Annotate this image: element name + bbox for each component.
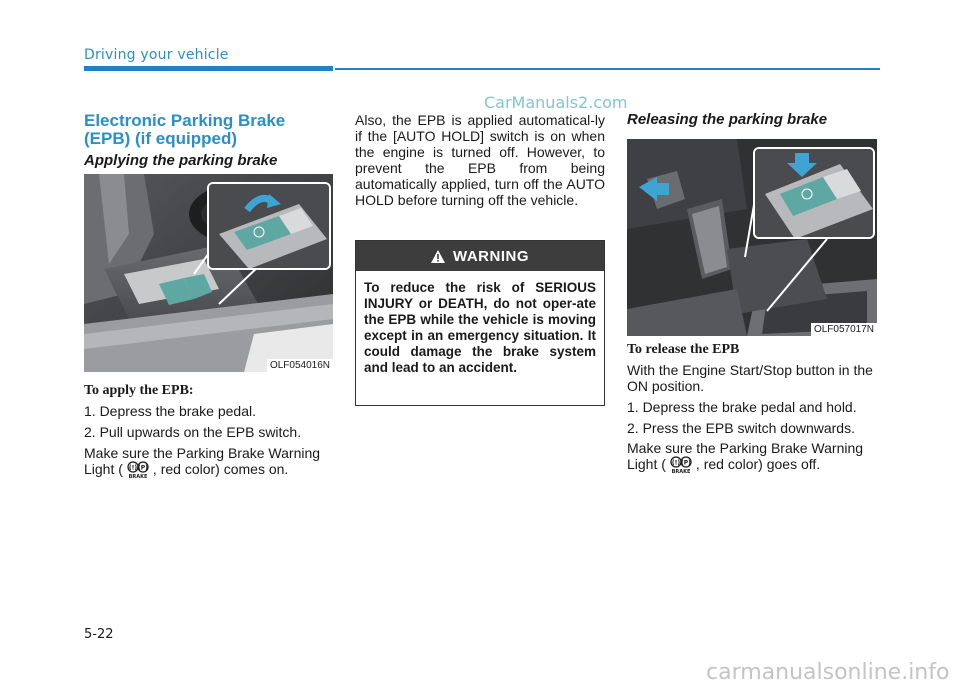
section-heading: Electronic Parking Brake (EPB) (if equipped) (84, 111, 286, 148)
watermark-bottom: carmanualsonline.info (706, 660, 950, 685)
apply-note-before: Make sure the Parking Brake Warning Light ( (84, 445, 321, 477)
apply-note-after: , red color) comes on. (152, 461, 289, 477)
svg-text:(!): (!) (671, 459, 681, 467)
apply-step-1: 1. Depress the brake pedal. (84, 403, 256, 419)
release-step-2: 2. Press the EPB switch downwards. (627, 420, 855, 436)
release-note (627, 441, 879, 474)
header-bar-thick (84, 66, 333, 71)
inset-zoom-apply (207, 182, 331, 270)
photo-release-epb (627, 139, 877, 336)
page-number: 5-22 (84, 627, 114, 642)
release-note-before: Make sure the Parking Brake Warning Light ( (627, 440, 864, 472)
apply-note (84, 446, 334, 479)
warning-box (355, 240, 605, 406)
svg-text:(!): (!) (128, 464, 138, 472)
image-code-right: OLF057017N (811, 323, 877, 336)
parking-brake-warning-icon (125, 461, 151, 479)
epb-switch-zoom (209, 184, 331, 270)
svg-text:BRAKE: BRAKE (671, 469, 691, 474)
auto-hold-paragraph: Also, the EPB is applied automatical-ly if the [AUTO HOLD] switch is on when the engine is turned off. However, to prevent the EPB from being automatically applied, turn off the AUTO HOLD before turning off the vehicle. (355, 112, 605, 208)
svg-text:(P): (P) (137, 464, 148, 472)
warning-triangle-icon (431, 250, 445, 263)
warning-text: To reduce the risk of SERIOUS INJURY or DEATH, do not oper-ate the EPB while the vehicle is moving except in an emergency situation. It could damage the brake system and lead to an accident. (364, 280, 596, 375)
release-intro: With the Engine Start/Stop button in the ON position. (627, 362, 873, 394)
inset-zoom-release (753, 147, 875, 239)
warning-header (356, 241, 604, 271)
apply-step-2: 2. Pull upwards on the EPB switch. (84, 424, 302, 440)
epb-switch-zoom-release (755, 149, 875, 239)
warning-title: WARNING (453, 247, 529, 265)
apply-heading: To apply the EPB: (84, 383, 194, 398)
header-bar-thin (335, 68, 880, 70)
image-code-left: OLF054016N (267, 359, 333, 372)
parking-brake-warning-icon-release (668, 456, 694, 474)
watermark-top: CarManuals2.com (484, 93, 628, 112)
subheading-applying: Applying the parking brake (84, 152, 278, 169)
subheading-releasing: Releasing the parking brake (627, 111, 828, 128)
release-note-after: , red color) goes off. (695, 456, 821, 472)
svg-text:(P): (P) (680, 459, 691, 467)
section-title: Driving your vehicle (84, 47, 229, 63)
photo-apply-epb (84, 174, 333, 372)
release-step-1: 1. Depress the brake pedal and hold. (627, 399, 857, 415)
release-heading: To release the EPB (627, 342, 740, 357)
svg-text:BRAKE: BRAKE (128, 474, 148, 479)
